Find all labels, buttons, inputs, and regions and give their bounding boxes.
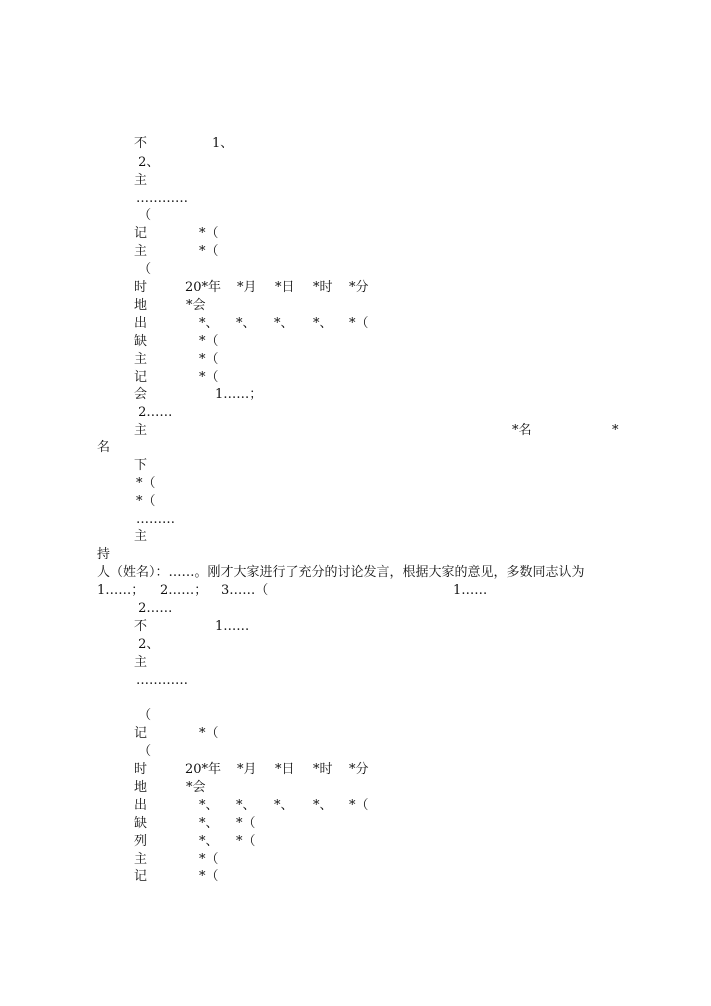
text-line: 地: [134, 298, 148, 313]
text-line: *时: [313, 762, 333, 777]
text-line: *、: [199, 834, 219, 849]
text-line: *名: [512, 423, 532, 438]
text-line: 2……: [134, 405, 173, 420]
text-line: *、: [236, 316, 256, 331]
text-line: 列: [134, 834, 148, 849]
text-line: 记: [134, 726, 148, 741]
text-line: *（: [199, 726, 219, 741]
text-line: …………: [136, 673, 188, 688]
text-line: 主: [134, 655, 148, 670]
text-line: 20*年: [185, 762, 222, 777]
text-line: 主: [134, 852, 148, 867]
text-line: *（: [199, 869, 219, 884]
text-line: *会: [186, 780, 206, 795]
text-line: 20*年: [185, 280, 222, 295]
text-line: ………: [136, 512, 175, 527]
text-line: 地: [134, 780, 148, 795]
text-line: *月: [237, 762, 257, 777]
text-line: *（: [199, 370, 219, 385]
text-line: 会: [134, 387, 148, 402]
text-line: *（: [199, 244, 219, 259]
text-line: *、: [236, 798, 256, 813]
text-line: *时: [313, 280, 333, 295]
text-line: （: [134, 708, 152, 723]
text-line: *分: [349, 280, 369, 295]
text-line: *、: [199, 816, 219, 831]
text-line: （: [134, 744, 152, 759]
text-line: 记: [134, 370, 148, 385]
text-line: 2……；: [160, 583, 208, 598]
text-line: *、: [313, 798, 333, 813]
text-line: 1……: [453, 583, 488, 598]
text-line: *、: [199, 316, 219, 331]
text-line: 缺: [134, 334, 148, 349]
text-line: 1……；: [97, 583, 145, 598]
text-line: *日: [275, 280, 295, 295]
text-line: 2、: [134, 155, 160, 170]
text-line: *（: [199, 334, 219, 349]
text-line: *（: [136, 476, 156, 491]
text-line: 主: [134, 173, 148, 188]
text-line: 主: [134, 244, 148, 259]
text-line: 名: [97, 440, 111, 455]
text-line: （: [134, 208, 152, 223]
text-line: *会: [186, 298, 206, 313]
text-line: 记: [134, 869, 148, 884]
text-line: 主: [134, 352, 148, 367]
text-line: 2……: [134, 601, 173, 616]
text-line: *（: [199, 852, 219, 867]
text-line: 不: [134, 619, 148, 634]
text-line: *（: [136, 494, 156, 509]
text-line: 缺: [134, 816, 148, 831]
text-line: 时: [134, 280, 148, 295]
text-line: 1、: [212, 136, 234, 151]
text-line: *（: [349, 798, 369, 813]
text-line: 持: [97, 547, 111, 562]
text-line: 1……: [215, 619, 250, 634]
text-line: 出: [134, 316, 148, 331]
text-line: *（: [236, 834, 256, 849]
text-line: *（: [199, 226, 219, 241]
text-line: *（: [349, 316, 369, 331]
text-line: *: [612, 423, 619, 438]
text-line: *、: [199, 798, 219, 813]
text-line: *、: [313, 316, 333, 331]
text-line: *分: [349, 762, 369, 777]
text-line: 不: [134, 136, 148, 151]
text-line: 3……（: [221, 583, 269, 598]
text-line: 记: [134, 226, 148, 241]
text-line: *（: [199, 352, 219, 367]
text-line: （: [134, 262, 152, 277]
text-line: 时: [134, 762, 148, 777]
text-line: *月: [237, 280, 257, 295]
paragraph-line: 人（姓名）：……。刚才大家进行了充分的讨论发言，根据大家的意见，多数同志认为: [97, 565, 585, 580]
text-line: …………: [136, 191, 188, 206]
text-line: 主: [134, 423, 148, 438]
text-line: 2、: [134, 637, 160, 652]
text-line: 出: [134, 798, 148, 813]
text-line: 1……；: [215, 387, 263, 402]
text-line: 下: [134, 458, 148, 473]
text-line: *、: [274, 316, 294, 331]
text-line: 主: [134, 529, 148, 544]
text-line: *、: [274, 798, 294, 813]
text-line: *（: [236, 816, 256, 831]
text-line: *日: [275, 762, 295, 777]
